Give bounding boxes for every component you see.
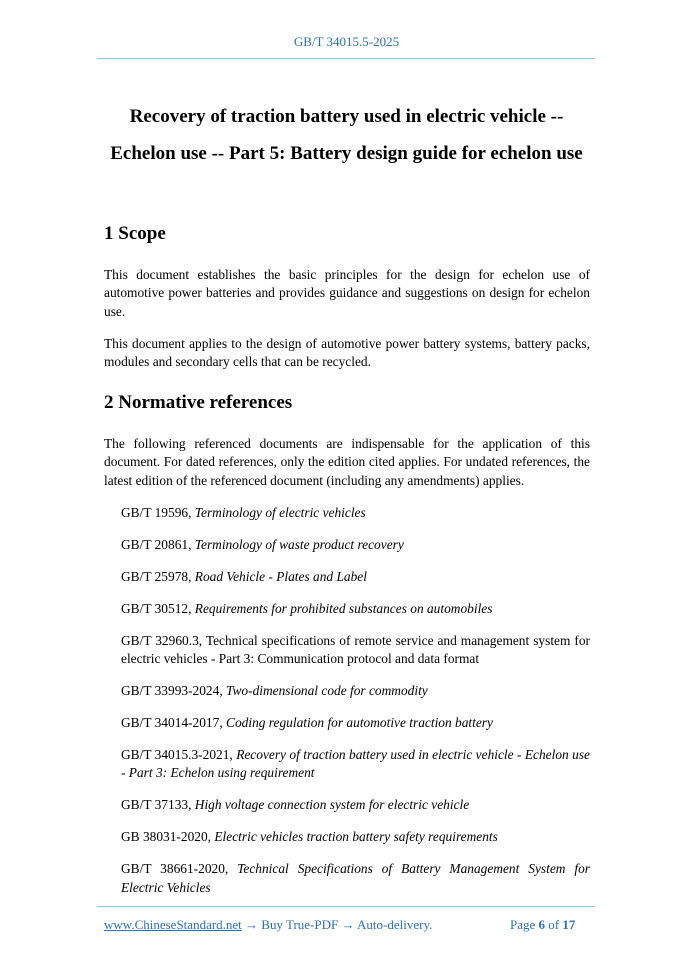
reference-title: Technical Specifications of Battery Management System for Electric Vehicles — [121, 861, 590, 895]
reference-code: GB/T 30512, — [121, 600, 195, 616]
reference-code: GB/T 20861, — [121, 536, 195, 552]
page-number — [510, 917, 575, 933]
page-of: of — [548, 917, 560, 932]
reference-title: Electric vehicles traction battery safety requirements — [214, 829, 498, 845]
title-line-2: Echelon use -- Part 5: Battery design guide for echelon use — [110, 143, 583, 164]
section-heading-normative-references: 2 Normative references — [104, 392, 293, 413]
header-divider — [97, 58, 595, 59]
reference-title: Road Vehicle - Plates and Label — [194, 568, 367, 584]
reference-title: Terminology of waste product recovery — [194, 536, 404, 552]
reference-code: GB/T 32960.3, — [121, 632, 206, 648]
reference-title: Recovery of traction battery used in electric vehicle - Echelon use - Part 3: Echelon using requirement — [121, 747, 590, 781]
reference-item — [121, 714, 590, 732]
scope-paragraph-2: This document applies to the design of automotive power battery systems, battery packs, modules and secondary cells that can be recycled. — [104, 336, 590, 370]
footer-links — [104, 917, 432, 933]
title-line-1: Recovery of traction battery used in electric vehicle -- — [129, 106, 564, 127]
reference-title: Coding regulation for automotive traction battery — [226, 715, 493, 731]
page-label: Page — [510, 917, 536, 932]
reference-item — [121, 828, 590, 846]
reference-title: Two-dimensional code for commodity — [226, 683, 428, 699]
reference-item — [121, 600, 590, 618]
reference-item — [121, 796, 590, 814]
arrow-icon: → — [241, 917, 262, 932]
reference-item — [121, 536, 590, 554]
reference-item — [121, 746, 590, 783]
reference-list — [121, 504, 590, 897]
reference-code: GB/T 19596, — [121, 505, 195, 520]
reference-title: Terminology of electric vehicles — [194, 505, 366, 520]
reference-code: GB/T 34014-2017, — [121, 715, 227, 731]
buy-text: Buy True-PDF — [261, 917, 339, 932]
document-title — [60, 98, 633, 172]
reference-code: GB/T 37133, — [121, 797, 195, 813]
page-current: 6 — [538, 917, 546, 932]
reference-code: GB/T 33993-2024, — [121, 683, 227, 699]
site-link[interactable]: www.ChineseStandard.net — [104, 917, 242, 932]
reference-code: GB/T 34015.3-2021, — [121, 747, 237, 763]
section-heading-scope: 1 Scope — [104, 223, 166, 244]
footer-divider — [97, 906, 595, 907]
reference-code: GB/T 25978, — [121, 568, 195, 584]
reference-item — [121, 568, 590, 586]
reference-title: Requirements for prohibited substances on automobiles — [194, 600, 493, 616]
page-total: 17 — [562, 917, 576, 932]
reference-item — [121, 682, 590, 700]
reference-item — [121, 504, 590, 522]
arrow-icon: → — [338, 917, 358, 932]
reference-code: GB/T 38661-2020, — [121, 861, 238, 877]
reference-title: Technical specifications of remote service and management system for electric vehicles - Part 3: Communication protocol and data format — [121, 632, 590, 667]
reference-title: High voltage connection system for electric vehicle — [194, 797, 470, 813]
normative-intro-paragraph: The following referenced documents are indispensable for the application of this document. For dated references, only the edition cited applies. For undated references, the latest edition of the referenced document (including any amendments) applies. — [104, 436, 590, 488]
delivery-text: Auto-delivery. — [357, 917, 433, 932]
scope-paragraph-1: This document establishes the basic principles for the design for echelon use of automotive power batteries and provides guidance and suggestions on design for echelon use. — [104, 267, 590, 319]
reference-item — [121, 632, 590, 669]
reference-code: GB 38031-2020, — [121, 829, 215, 845]
running-header: GB/T 34015.5-2025 — [293, 34, 400, 49]
reference-item — [121, 860, 590, 897]
